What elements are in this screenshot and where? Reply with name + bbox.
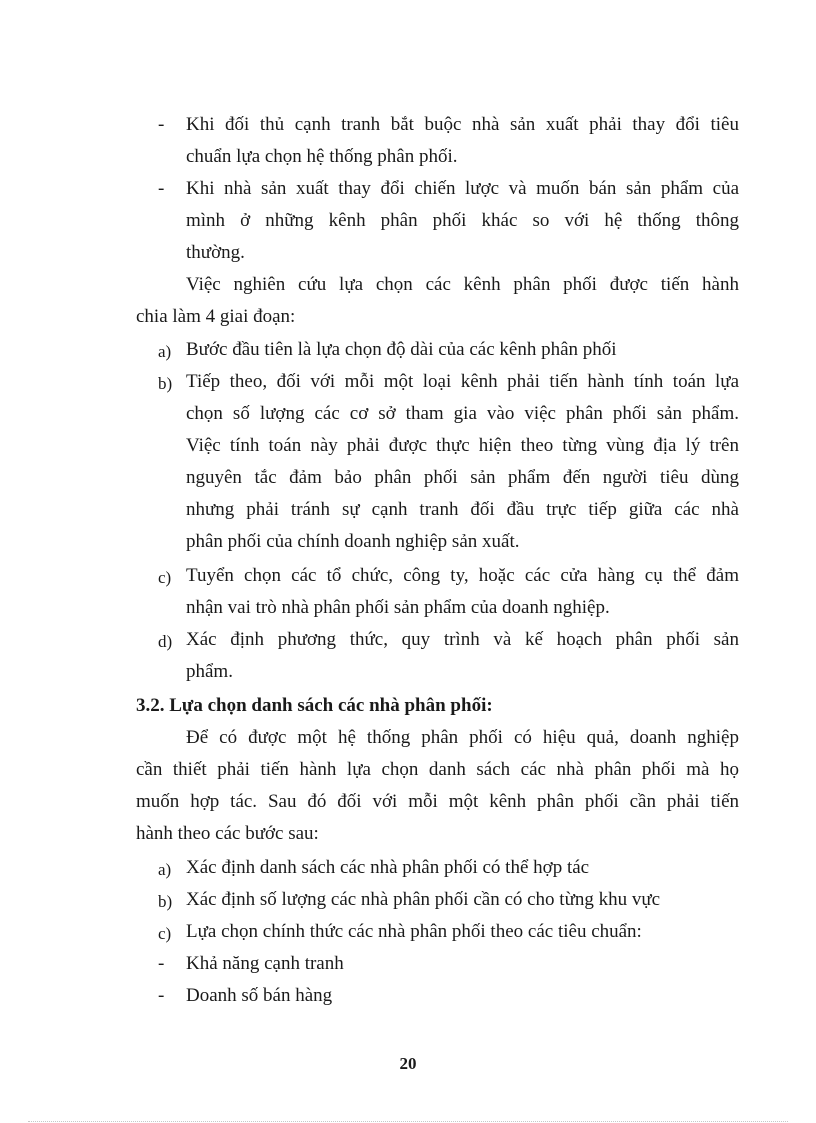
text-line: phẩm. [186, 661, 233, 682]
page-number: 20 [399, 1054, 417, 1073]
step-marker: b) [158, 892, 173, 911]
text-line: mình ở những kênh phân phối khác so với hệ thống thông [186, 210, 739, 231]
paragraph-line: hành theo các bước sau: [136, 823, 319, 844]
step-marker: d) [158, 632, 173, 651]
text-line: Lựa chọn chính thức các nhà phân phối theo các tiêu chuẩn: [186, 921, 642, 942]
step-marker: a) [158, 860, 172, 879]
text-line: Xác định số lượng các nhà phân phối cần có cho từng khu vực [186, 889, 661, 910]
text-line: nguyên tắc đảm bảo phân phối sản phẩm đến người tiêu dùng [186, 467, 739, 488]
bullet-marker: - [158, 114, 165, 135]
text-line: Khi đối thủ cạnh tranh bắt buộc nhà sản xuất phải thay đổi tiêu [186, 114, 739, 135]
text-line: nhưng phải tránh sự cạnh tranh đối đầu trực tiếp giữa các nhà [186, 499, 739, 520]
text-line: Tuyển chọn các tổ chức, công ty, hoặc các cửa hàng cụ thể đảm [186, 565, 739, 586]
step-marker: a) [158, 342, 172, 361]
bullet-marker: - [158, 953, 165, 974]
bullet-marker: - [158, 178, 165, 199]
text-line: Khi nhà sản xuất thay đổi chiến lược và muốn bán sản phẩm của [186, 178, 739, 199]
step-marker: c) [158, 568, 172, 587]
text-line: nhận vai trò nhà phân phối sản phẩm của doanh nghiệp. [186, 597, 610, 618]
step-marker: b) [158, 374, 173, 393]
paragraph-line: muốn hợp tác. Sau đó đối với mỗi một kênh phân phối cần phải tiến [136, 791, 739, 812]
text-line: Việc tính toán này phải được thực hiện theo từng vùng địa lý trên [186, 435, 739, 456]
text-line: Doanh số bán hàng [186, 985, 333, 1006]
text-line: phân phối của chính doanh nghiệp sản xuất. [186, 531, 520, 552]
paragraph-line: cần thiết phải tiến hành lựa chọn danh sách các nhà phân phối mà họ [136, 759, 739, 780]
text-line: thường. [186, 242, 245, 263]
bullet-marker: - [158, 985, 165, 1006]
paragraph-line: chia làm 4 giai đoạn: [136, 306, 296, 327]
text-line: Xác định phương thức, quy trình và kế hoạch phân phối sản [186, 629, 739, 650]
step-marker: c) [158, 924, 172, 943]
text-line: Khả năng cạnh tranh [186, 953, 344, 974]
paragraph-line: Để có được một hệ thống phân phối có hiệu quả, doanh nghiệp [186, 727, 739, 748]
text-line: chuẩn lựa chọn hệ thống phân phối. [186, 146, 458, 167]
text-line: Tiếp theo, đối với mỗi một loại kênh phải tiến hành tính toán lựa [186, 371, 739, 392]
text-line: Xác định danh sách các nhà phân phối có thể hợp tác [186, 857, 590, 878]
text-line: chọn số lượng các cơ sở tham gia vào việc phân phối sản phẩm. [186, 403, 739, 424]
page-bottom-divider [28, 1121, 788, 1122]
text-line: Bước đầu tiên là lựa chọn độ dài của các kênh phân phối [186, 339, 617, 360]
section-heading: 3.2. Lựa chọn danh sách các nhà phân phối: [136, 695, 493, 716]
paragraph-line: Việc nghiên cứu lựa chọn các kênh phân phối được tiến hành [186, 274, 739, 295]
